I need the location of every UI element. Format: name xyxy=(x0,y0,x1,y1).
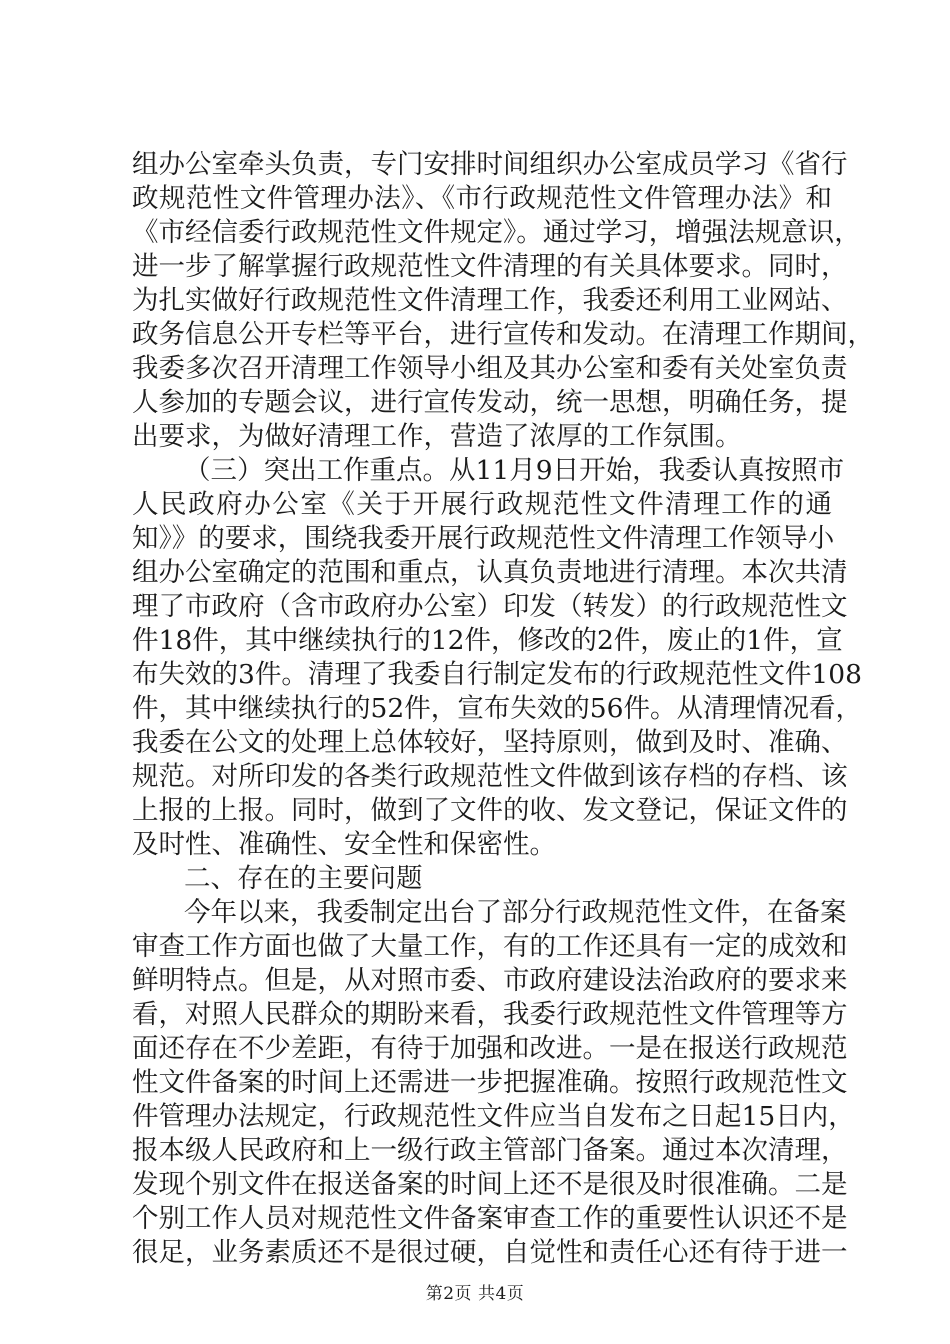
body-text-line: 人民政府办公室《关于开展行政规范性文件清理工作的通 xyxy=(132,489,832,520)
body-text-line: 理了市政府（含市政府办公室）印发（转发）的行政规范性文 xyxy=(132,591,848,622)
body-text-line: 件管理办法规定，行政规范性文件应当自发布之日起15日内， xyxy=(132,1101,855,1132)
body-text-line: 上报的上报。同时，做到了文件的收、发文登记，保证文件的 xyxy=(132,795,848,826)
body-text-line: 进一步了解掌握行政规范性文件清理的有关具体要求。同时， xyxy=(132,251,848,282)
body-text-line: 组办公室牵头负责，专门安排时间组织办公室成员学习《省行 xyxy=(132,149,848,180)
body-text-line: 出要求，为做好清理工作，营造了浓厚的工作氛围。 xyxy=(132,421,742,452)
body-text-line: 性文件备案的时间上还需进一步把握准确。按照行政规范性文 xyxy=(132,1067,848,1098)
body-text-line: 我委在公文的处理上总体较好，坚持原则，做到及时、准确、 xyxy=(132,727,848,758)
body-text-line: 个别工作人员对规范性文件备案审查工作的重要性认识还不是 xyxy=(132,1203,848,1234)
section-heading-2: 二、存在的主要问题 xyxy=(184,863,423,894)
body-text-line: 报本级人民政府和上一级行政主管部门备案。通过本次清理， xyxy=(132,1135,848,1166)
body-text-line: 及时性、准确性、安全性和保密性。 xyxy=(132,829,556,860)
body-text-line: 政规范性文件管理办法》、《市行政规范性文件管理办法》和 xyxy=(132,183,832,214)
body-text-line: 发现个别文件在报送备案的时间上还不是很及时很准确。二是 xyxy=(132,1169,848,1200)
body-text-line: 鲜明特点。但是，从对照市委、市政府建设法治政府的要求来 xyxy=(132,965,848,996)
body-text-line: 我委多次召开清理工作领导小组及其办公室和委有关处室负责 xyxy=(132,353,848,384)
body-text-line: 人参加的专题会议，进行宣传发动，统一思想，明确任务，提 xyxy=(132,387,848,418)
body-text-line: 组办公室确定的范围和重点，认真负责地进行清理。本次共清 xyxy=(132,557,848,588)
body-text-line: 知》》的要求，围绕我委开展行政规范性文件清理工作领导小 xyxy=(132,523,835,554)
body-text-line: 规范。对所印发的各类行政规范性文件做到该存档的存档、该 xyxy=(132,761,848,792)
body-text-line: 今年以来，我委制定出台了部分行政规范性文件，在备案 xyxy=(184,897,847,928)
body-text-line: 看，对照人民群众的期盼来看，我委行政规范性文件管理等方 xyxy=(132,999,848,1030)
page-number-footer: 第2页 共4页 xyxy=(425,1284,525,1304)
body-text-line: 布失效的3件。清理了我委自行制定发布的行政规范性文件108 xyxy=(132,659,862,690)
body-text-line: 审查工作方面也做了大量工作，有的工作还具有一定的成效和 xyxy=(132,931,848,962)
body-text-line: 《市经信委行政规范性文件规定》。通过学习，增强法规意识， xyxy=(132,217,861,248)
body-text-line: 很足，业务素质还不是很过硬，自觉性和责任心还有待于进一 xyxy=(132,1237,848,1268)
body-text-line: 为扎实做好行政规范性文件清理工作，我委还利用工业网站、 xyxy=(132,285,848,316)
body-text-line: 政务信息公开专栏等平台，进行宣传和发动。在清理工作期间， xyxy=(132,319,874,350)
body-text-line: 面还存在不少差距，有待于加强和改进。一是在报送行政规范 xyxy=(132,1033,848,1064)
body-text-line: 件18件，其中继续执行的12件，修改的2件，废止的1件，宣 xyxy=(132,625,843,656)
section-heading-3: （三）突出工作重点。从11月9日开始，我委认真按照市 xyxy=(184,455,845,486)
body-text-line: 件，其中继续执行的52件，宣布失效的56件。从清理情况看， xyxy=(132,693,862,724)
